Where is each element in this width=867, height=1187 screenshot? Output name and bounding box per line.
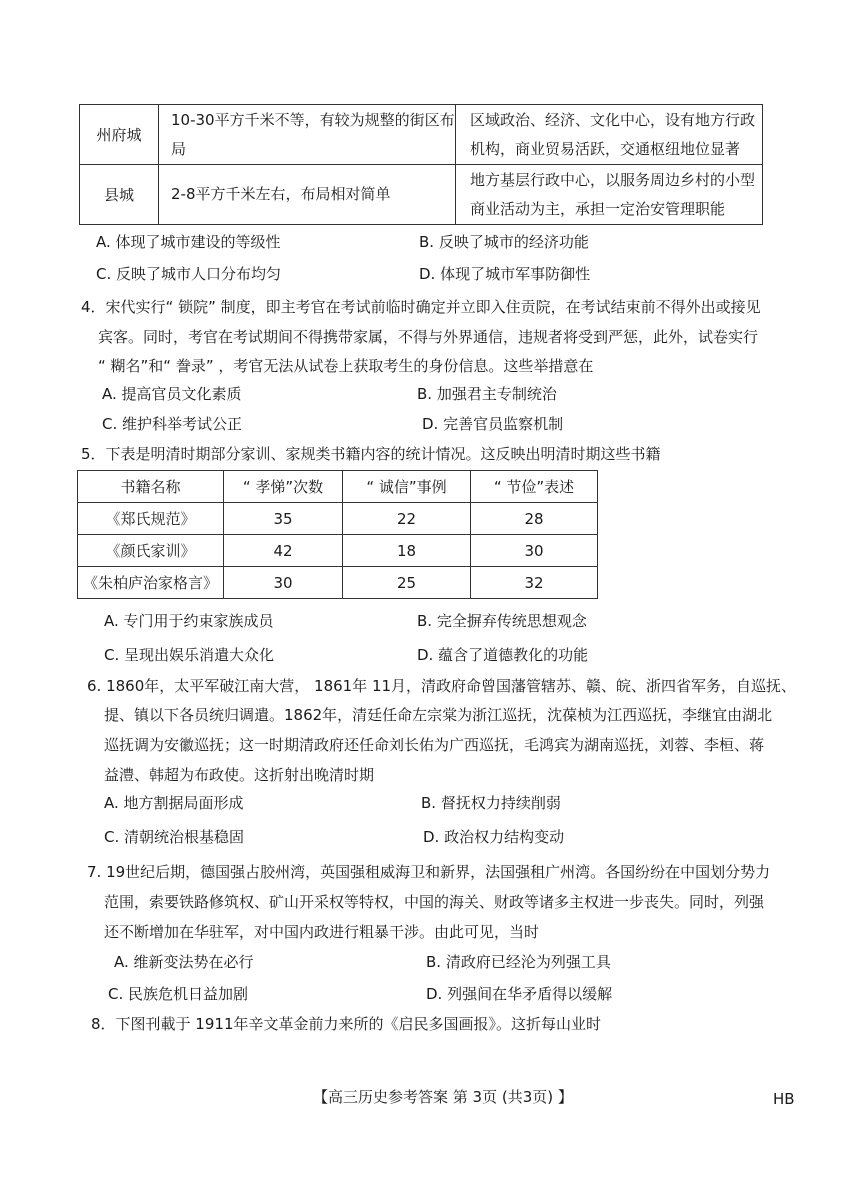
question-text: 宾客。同时，考官在考试期间不得携带家属，不得与外界通信，违规者将受到严惩，此外，试卷实行 <box>98 328 759 346</box>
option-a: A. 地方割据局面形成 <box>104 794 244 812</box>
option-d: D. 政治权力结构变动 <box>423 828 565 846</box>
table-row <box>78 567 598 599</box>
table-cell: 《郑氏规范》 <box>78 503 224 535</box>
table-cell: 25 <box>343 567 471 599</box>
table-cell: 18 <box>343 535 471 567</box>
option-c: C. 反映了城市人口分布均匀 <box>96 265 282 283</box>
table-row <box>78 535 598 567</box>
question-text: 8．下图刊載于 1911年辛文革金前力来所的《启民多国画报》。这折每山业时 <box>91 1015 601 1033</box>
table-header-cell: “ 诚信”事例 <box>343 471 471 503</box>
table-cell: 30 <box>224 567 343 599</box>
option-b: B. 督抚权力持续削弱 <box>421 794 561 812</box>
question-text: 4．宋代实行“ 锁院” 制度，即主考官在考试前临时确定并立即入住贡院，在考试结束前不得外出或接见 <box>81 298 761 316</box>
option-c: C. 呈现出娱乐消遣大众化 <box>104 646 275 664</box>
table-row <box>80 165 763 225</box>
option-c: C. 民族危机日益加剧 <box>108 985 249 1003</box>
table-cell: 州府城 <box>80 105 159 165</box>
option-c: C. 维护科举考试公正 <box>102 415 243 433</box>
question-text: 6. 1860年，太平军破江南大营， 1861年 11月，清政府命曾国藩管辖苏、赣、皖、浙四省军务，自巡抚、 <box>87 677 797 695</box>
option-a: A. 体现了城市建设的等级性 <box>96 233 281 251</box>
table-cell: 《颜氏家训》 <box>78 535 224 567</box>
option-c: C. 清朝统治根基稳固 <box>104 828 245 846</box>
question-text: “ 糊名”和“ 誊录” ，考官无法从试卷上获取考生的身份信息。这些举措意在 <box>98 357 594 375</box>
option-d: D. 完善官员监察机制 <box>422 415 564 433</box>
table-cell: 《朱柏庐治家格言》 <box>78 567 224 599</box>
table-row <box>78 503 598 535</box>
question-text: 范围，索要铁路修筑权、矿山开采权等特权，中国的海关、财政等诸多主权进一步丧失。同时，列强 <box>104 893 765 911</box>
table-cell: 32 <box>471 567 598 599</box>
table-cell: 县城 <box>80 165 159 225</box>
option-b: B. 完全摒弃传统思想观念 <box>417 612 587 630</box>
question-text: 5．下表是明清时期部分家训、家规类书籍内容的统计情况。这反映出明清时期这些书籍 <box>81 445 661 463</box>
table-cell: 地方基层行政中心，以服务周边乡村的小型商业活动为主，承担一定治安管理职能 <box>456 165 763 225</box>
table-header-cell: “ 孝悌”次数 <box>224 471 343 503</box>
city-comparison-table <box>79 104 763 225</box>
table-cell: 30 <box>471 535 598 567</box>
question-text: 提、镇以下各员统归调遣。1862年，清廷任命左宗棠为浙江巡抚，沈葆桢为江西巡抚，李继宜由湖北 <box>104 706 773 724</box>
table-cell: 2-8平方千米左右，布局相对简单 <box>159 165 456 225</box>
question-text: 7. 19世纪后期，德国强占胶州湾，英国强租威海卫和新界，法国强租广州湾。各国纷纷在中国划分势力 <box>87 863 771 881</box>
table-cell: 10-30平方千米不等，有较为规整的街区布局 <box>159 105 456 165</box>
question-text: 巡抚调为安徽巡抚；这一时期清政府还任命刘长佑为广西巡抚，毛鸿宾为湖南巡抚，刘蓉、李桓、蒋 <box>104 736 765 754</box>
table-header-cell: 书籍名称 <box>78 471 224 503</box>
option-b: B. 反映了城市的经济功能 <box>419 233 589 251</box>
table-row <box>80 105 763 165</box>
option-d: D. 列强间在华矛盾得以缓解 <box>426 985 613 1003</box>
option-b: B. 加强君主专制统治 <box>417 385 557 403</box>
option-b: B. 清政府已经沦为列强工具 <box>426 953 611 971</box>
table-header-cell: “ 节俭”表述 <box>471 471 598 503</box>
table-cell: 区域政治、经济、文化中心，设有地方行政机构，商业贸易活跃，交通枢纽地位显著 <box>456 105 763 165</box>
table-header-row <box>78 471 598 503</box>
table-cell: 28 <box>471 503 598 535</box>
page-footer: 【高三历史参考答案 第 3页 (共3页) 】 <box>313 1088 573 1106</box>
option-d: D. 体现了城市军事防御性 <box>419 265 591 283</box>
question-text: 还不断增加在华驻军，对中国内政进行粗暴干涉。由此可见，当时 <box>104 923 540 941</box>
table-cell: 42 <box>224 535 343 567</box>
page-footer-code: HB <box>773 1090 795 1108</box>
option-a: A. 提高官员文化素质 <box>102 385 242 403</box>
option-a: A. 专门用于约束家族成员 <box>104 612 274 630</box>
table-cell: 35 <box>224 503 343 535</box>
option-d: D. 蕴含了道德教化的功能 <box>417 646 589 664</box>
book-stats-table <box>77 470 598 599</box>
table-cell: 22 <box>343 503 471 535</box>
question-text: 益澧、韩超为布政使。这折射出晚清时期 <box>104 766 375 784</box>
option-a: A. 维新变法势在必行 <box>114 953 254 971</box>
